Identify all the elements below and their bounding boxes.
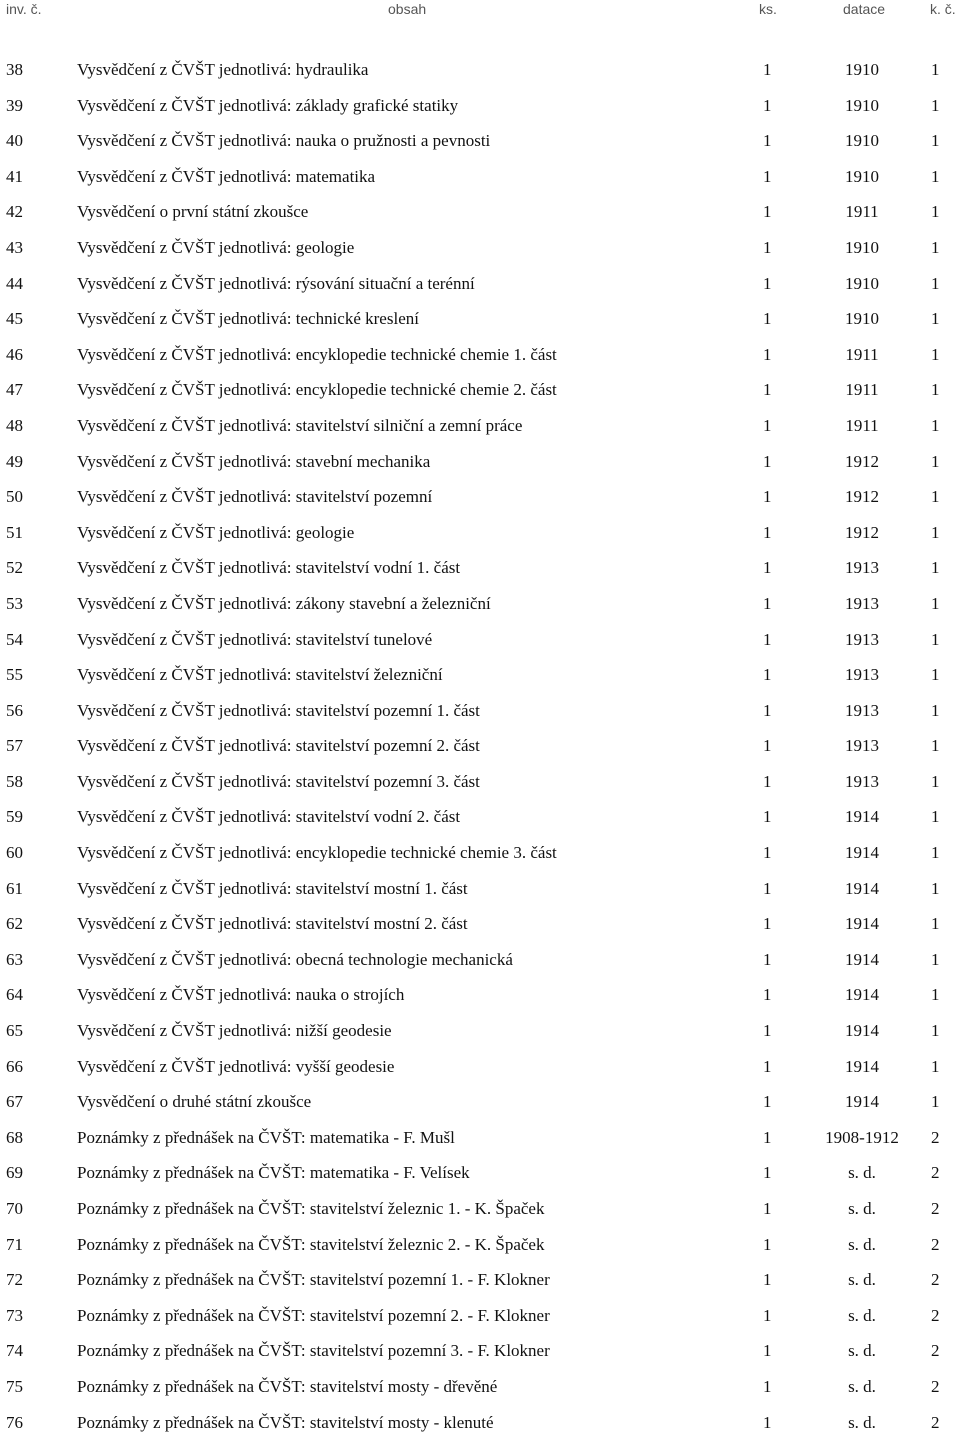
cell-dating: 1914	[845, 1092, 879, 1112]
cell-content: Vysvědčení z ČVŠT jednotlivá: stavitelství vodní 2. část	[77, 807, 461, 827]
cell-dating: 1910	[845, 237, 879, 257]
cell-box-number: 1	[931, 415, 940, 435]
cell-box-number: 1	[931, 843, 940, 863]
table-row	[0, 1369, 960, 1405]
table-row	[0, 230, 960, 266]
cell-dating: 1910	[845, 166, 879, 186]
cell-inv-number: 67	[6, 1092, 23, 1112]
table-row	[0, 194, 960, 230]
cell-pieces: 1	[763, 807, 772, 827]
table-row	[0, 693, 960, 729]
cell-pieces: 1	[763, 914, 772, 934]
cell-content: Poznámky z přednášek na ČVŠT: matematika - F. Velísek	[77, 1163, 470, 1183]
table-row	[0, 657, 960, 693]
table-row	[0, 1120, 960, 1156]
cell-dating: 1911	[845, 380, 879, 400]
cell-content: Vysvědčení z ČVŠT jednotlivá: nauka o strojích	[77, 985, 405, 1005]
table-row	[0, 586, 960, 622]
cell-dating: 1911	[845, 202, 879, 222]
cell-dating: s. d.	[848, 1163, 876, 1183]
cell-inv-number: 39	[6, 95, 23, 115]
table-row	[0, 52, 960, 88]
cell-content: Vysvědčení z ČVŠT jednotlivá: stavitelství mostní 1. část	[77, 878, 468, 898]
cell-inv-number: 48	[6, 415, 23, 435]
cell-pieces: 1	[763, 237, 772, 257]
cell-pieces: 1	[763, 344, 772, 364]
header-pieces: ks.	[759, 1, 777, 17]
cell-inv-number: 69	[6, 1163, 23, 1183]
cell-box-number: 1	[931, 807, 940, 827]
cell-content: Vysvědčení z ČVŠT jednotlivá: stavitelství pozemní 3. část	[77, 771, 480, 791]
cell-box-number: 2	[931, 1376, 940, 1396]
table-row	[0, 301, 960, 337]
cell-inv-number: 63	[6, 949, 23, 969]
cell-dating: 1914	[845, 985, 879, 1005]
cell-dating: 1914	[845, 807, 879, 827]
cell-box-number: 1	[931, 1021, 940, 1041]
cell-box-number: 1	[931, 700, 940, 720]
cell-content: Poznámky z přednášek na ČVŠT: stavitelství pozemní 2. - F. Klokner	[77, 1305, 550, 1325]
cell-dating: 1910	[845, 131, 879, 151]
cell-content: Vysvědčení z ČVŠT jednotlivá: stavitelství pozemní 2. část	[77, 736, 480, 756]
cell-box-number: 1	[931, 558, 940, 578]
cell-dating: 1914	[845, 878, 879, 898]
cell-content: Vysvědčení z ČVŠT jednotlivá: geologie	[77, 237, 355, 257]
cell-content: Poznámky z přednášek na ČVŠT: stavitelství pozemní 3. - F. Klokner	[77, 1341, 550, 1361]
table-row	[0, 1191, 960, 1227]
cell-content: Vysvědčení z ČVŠT jednotlivá: stavitelství pozemní	[77, 487, 433, 507]
cell-content: Vysvědčení o první státní zkoušce	[77, 202, 309, 222]
cell-pieces: 1	[763, 1341, 772, 1361]
cell-inv-number: 64	[6, 985, 23, 1005]
table-row	[0, 266, 960, 302]
table-row	[0, 1084, 960, 1120]
cell-pieces: 1	[763, 202, 772, 222]
cell-pieces: 1	[763, 771, 772, 791]
table-row	[0, 159, 960, 195]
cell-box-number: 2	[931, 1305, 940, 1325]
cell-content: Vysvědčení z ČVŠT jednotlivá: základy grafické statiky	[77, 95, 459, 115]
cell-box-number: 2	[931, 1234, 940, 1254]
table-row	[0, 123, 960, 159]
cell-box-number: 1	[931, 131, 940, 151]
cell-content: Vysvědčení z ČVŠT jednotlivá: matematika	[77, 166, 376, 186]
cell-inv-number: 56	[6, 700, 23, 720]
cell-content: Poznámky z přednášek na ČVŠT: stavitelství železnic 2. - K. Špaček	[77, 1234, 545, 1254]
cell-pieces: 1	[763, 1234, 772, 1254]
cell-box-number: 1	[931, 380, 940, 400]
cell-inv-number: 51	[6, 522, 23, 542]
cell-inv-number: 75	[6, 1376, 23, 1396]
cell-inv-number: 68	[6, 1127, 23, 1147]
cell-content: Poznámky z přednášek na ČVŠT: stavitelství mosty - dřevěné	[77, 1376, 498, 1396]
cell-dating: 1913	[845, 771, 879, 791]
table-row	[0, 479, 960, 515]
cell-content: Vysvědčení z ČVŠT jednotlivá: stavitelství mostní 2. část	[77, 914, 468, 934]
cell-pieces: 1	[763, 273, 772, 293]
cell-box-number: 1	[931, 1056, 940, 1076]
cell-pieces: 1	[763, 131, 772, 151]
cell-dating: s. d.	[848, 1341, 876, 1361]
cell-box-number: 1	[931, 309, 940, 329]
cell-inv-number: 71	[6, 1234, 23, 1254]
cell-box-number: 1	[931, 451, 940, 471]
cell-pieces: 1	[763, 1092, 772, 1112]
cell-pieces: 1	[763, 1021, 772, 1041]
table-header	[0, 0, 960, 18]
cell-inv-number: 59	[6, 807, 23, 827]
table-row	[0, 515, 960, 551]
cell-pieces: 1	[763, 95, 772, 115]
cell-dating: 1910	[845, 60, 879, 79]
cell-dating: 1908-1912	[825, 1127, 899, 1147]
cell-dating: 1913	[845, 736, 879, 756]
cell-dating: 1911	[845, 344, 879, 364]
cell-box-number: 1	[931, 985, 940, 1005]
cell-pieces: 1	[763, 1305, 772, 1325]
table-row	[0, 799, 960, 835]
cell-dating: 1913	[845, 700, 879, 720]
cell-box-number: 2	[931, 1127, 940, 1147]
cell-dating: 1914	[845, 1056, 879, 1076]
cell-dating: 1912	[845, 522, 879, 542]
cell-content: Vysvědčení z ČVŠT jednotlivá: technické kreslení	[77, 309, 419, 329]
cell-box-number: 2	[931, 1163, 940, 1183]
cell-content: Poznámky z přednášek na ČVŠT: stavitelství mosty - klenuté	[77, 1412, 494, 1432]
header-dating: datace	[843, 1, 886, 17]
cell-inv-number: 60	[6, 843, 23, 863]
cell-box-number: 1	[931, 878, 940, 898]
cell-content: Vysvědčení z ČVŠT jednotlivá: stavitelství pozemní 1. část	[77, 700, 480, 720]
cell-inv-number: 38	[6, 60, 23, 79]
cell-box-number: 1	[931, 487, 940, 507]
cell-content: Vysvědčení z ČVŠT jednotlivá: obecná technologie mechanická	[77, 949, 513, 969]
cell-dating: 1914	[845, 1021, 879, 1041]
cell-inv-number: 43	[6, 237, 23, 257]
cell-pieces: 1	[763, 166, 772, 186]
cell-dating: s. d.	[848, 1199, 876, 1218]
cell-content: Vysvědčení z ČVŠT jednotlivá: stavitelství vodní 1. část	[77, 558, 461, 578]
cell-box-number: 1	[931, 60, 940, 79]
cell-box-number: 2	[931, 1412, 940, 1432]
cell-content: Vysvědčení z ČVŠT jednotlivá: stavitelství železniční	[77, 665, 443, 685]
table-row	[0, 444, 960, 480]
header-content: obsah	[388, 1, 427, 17]
cell-pieces: 1	[763, 629, 772, 649]
cell-inv-number: 46	[6, 344, 23, 364]
table-row	[0, 622, 960, 658]
cell-pieces: 1	[763, 985, 772, 1005]
cell-pieces: 1	[763, 700, 772, 720]
table-row	[0, 871, 960, 907]
cell-dating: 1913	[845, 665, 879, 685]
cell-inv-number: 70	[6, 1199, 23, 1218]
cell-dating: 1910	[845, 95, 879, 115]
cell-dating: 1912	[845, 451, 879, 471]
cell-content: Vysvědčení z ČVŠT jednotlivá: encyklopedie technické chemie 3. část	[77, 843, 557, 863]
cell-content: Vysvědčení z ČVŠT jednotlivá: stavitelství silniční a zemní práce	[77, 415, 523, 435]
cell-dating: 1914	[845, 843, 879, 863]
cell-box-number: 1	[931, 237, 940, 257]
table-row	[0, 372, 960, 408]
cell-inv-number: 73	[6, 1305, 23, 1325]
cell-inv-number: 62	[6, 914, 23, 934]
cell-dating: s. d.	[848, 1412, 876, 1432]
cell-pieces: 1	[763, 380, 772, 400]
cell-pieces: 1	[763, 1412, 772, 1432]
cell-dating: 1911	[845, 415, 879, 435]
cell-content: Vysvědčení z ČVŠT jednotlivá: stavitelství tunelové	[77, 629, 433, 649]
cell-box-number: 1	[931, 273, 940, 293]
cell-inv-number: 66	[6, 1056, 23, 1076]
cell-content: Vysvědčení z ČVŠT jednotlivá: encyklopedie technické chemie 2. část	[77, 380, 557, 400]
cell-box-number: 2	[931, 1270, 940, 1290]
table-row	[0, 1049, 960, 1085]
table-row	[0, 942, 960, 978]
cell-content: Vysvědčení z ČVŠT jednotlivá: geologie	[77, 522, 355, 542]
cell-inv-number: 40	[6, 131, 23, 151]
cell-content: Vysvědčení z ČVŠT jednotlivá: nauka o pružnosti a pevnosti	[77, 131, 491, 151]
cell-pieces: 1	[763, 665, 772, 685]
cell-content: Vysvědčení z ČVŠT jednotlivá: zákony stavební a železniční	[77, 593, 491, 613]
cell-box-number: 1	[931, 202, 940, 222]
cell-inv-number: 55	[6, 665, 23, 685]
cell-box-number: 1	[931, 344, 940, 364]
cell-content: Vysvědčení o druhé státní zkoušce	[77, 1092, 312, 1112]
cell-inv-number: 49	[6, 451, 23, 471]
cell-inv-number: 76	[6, 1412, 23, 1432]
table-row	[0, 550, 960, 586]
cell-inv-number: 61	[6, 878, 23, 898]
cell-box-number: 1	[931, 914, 940, 934]
table-row	[0, 764, 960, 800]
cell-pieces: 1	[763, 1056, 772, 1076]
cell-box-number: 1	[931, 629, 940, 649]
table-row	[0, 408, 960, 444]
cell-inv-number: 52	[6, 558, 23, 578]
cell-pieces: 1	[763, 487, 772, 507]
cell-pieces: 1	[763, 949, 772, 969]
cell-inv-number: 42	[6, 202, 23, 222]
table-row	[0, 1405, 960, 1440]
cell-dating: 1913	[845, 593, 879, 613]
cell-inv-number: 47	[6, 380, 23, 400]
cell-pieces: 1	[763, 1127, 772, 1147]
cell-box-number: 2	[931, 1341, 940, 1361]
cell-box-number: 1	[931, 665, 940, 685]
cell-pieces: 1	[763, 1270, 772, 1290]
cell-box-number: 1	[931, 736, 940, 756]
table-row	[0, 906, 960, 942]
cell-content: Vysvědčení z ČVŠT jednotlivá: vyšší geodesie	[77, 1056, 395, 1076]
cell-content: Vysvědčení z ČVŠT jednotlivá: nižší geodesie	[77, 1021, 392, 1041]
cell-dating: s. d.	[848, 1305, 876, 1325]
cell-inv-number: 53	[6, 593, 23, 613]
cell-pieces: 1	[763, 522, 772, 542]
cell-content: Poznámky z přednášek na ČVŠT: stavitelství železnic 1. - K. Špaček	[77, 1199, 545, 1218]
cell-pieces: 1	[763, 878, 772, 898]
cell-inv-number: 45	[6, 309, 23, 329]
cell-dating: 1913	[845, 629, 879, 649]
cell-box-number: 2	[931, 1199, 940, 1218]
cell-box-number: 1	[931, 522, 940, 542]
cell-dating: 1910	[845, 309, 879, 329]
header-box-number: k. č.	[930, 1, 956, 17]
cell-box-number: 1	[931, 949, 940, 969]
cell-box-number: 1	[931, 1092, 940, 1112]
inventory-table	[0, 52, 960, 1440]
table-row	[0, 1262, 960, 1298]
cell-content: Vysvědčení z ČVŠT jednotlivá: hydraulika	[77, 60, 369, 79]
table-row	[0, 728, 960, 764]
cell-dating: s. d.	[848, 1270, 876, 1290]
cell-inv-number: 65	[6, 1021, 23, 1041]
cell-pieces: 1	[763, 60, 772, 79]
cell-pieces: 1	[763, 1376, 772, 1396]
cell-pieces: 1	[763, 309, 772, 329]
table-row	[0, 1013, 960, 1049]
cell-inv-number: 54	[6, 629, 23, 649]
cell-box-number: 1	[931, 95, 940, 115]
table-row	[0, 1333, 960, 1369]
cell-inv-number: 44	[6, 273, 23, 293]
cell-content: Vysvědčení z ČVŠT jednotlivá: stavební mechanika	[77, 451, 431, 471]
cell-dating: 1914	[845, 914, 879, 934]
cell-inv-number: 50	[6, 487, 23, 507]
cell-content: Vysvědčení z ČVŠT jednotlivá: rýsování situační a terénní	[77, 273, 475, 293]
cell-pieces: 1	[763, 843, 772, 863]
table-row	[0, 1298, 960, 1334]
table-row	[0, 88, 960, 124]
cell-box-number: 1	[931, 166, 940, 186]
cell-pieces: 1	[763, 593, 772, 613]
table-row	[0, 1227, 960, 1263]
table-row	[0, 1155, 960, 1191]
cell-dating: s. d.	[848, 1376, 876, 1396]
cell-pieces: 1	[763, 1163, 772, 1183]
cell-inv-number: 72	[6, 1270, 23, 1290]
header-inv-number: inv. č.	[6, 1, 42, 17]
cell-content: Vysvědčení z ČVŠT jednotlivá: encyklopedie technické chemie 1. část	[77, 344, 557, 364]
cell-pieces: 1	[763, 451, 772, 471]
cell-inv-number: 41	[6, 166, 23, 186]
cell-dating: s. d.	[848, 1234, 876, 1254]
cell-inv-number: 57	[6, 736, 23, 756]
cell-box-number: 1	[931, 593, 940, 613]
cell-pieces: 1	[763, 558, 772, 578]
cell-dating: 1910	[845, 273, 879, 293]
cell-box-number: 1	[931, 771, 940, 791]
cell-inv-number: 58	[6, 771, 23, 791]
cell-dating: 1914	[845, 949, 879, 969]
table-row	[0, 977, 960, 1013]
cell-pieces: 1	[763, 1199, 772, 1218]
cell-pieces: 1	[763, 415, 772, 435]
cell-content: Poznámky z přednášek na ČVŠT: stavitelství pozemní 1. - F. Klokner	[77, 1270, 550, 1290]
table-row	[0, 337, 960, 373]
cell-dating: 1912	[845, 487, 879, 507]
cell-pieces: 1	[763, 736, 772, 756]
cell-dating: 1913	[845, 558, 879, 578]
cell-content: Poznámky z přednášek na ČVŠT: matematika - F. Mušl	[77, 1127, 455, 1147]
table-row	[0, 835, 960, 871]
cell-inv-number: 74	[6, 1341, 23, 1361]
